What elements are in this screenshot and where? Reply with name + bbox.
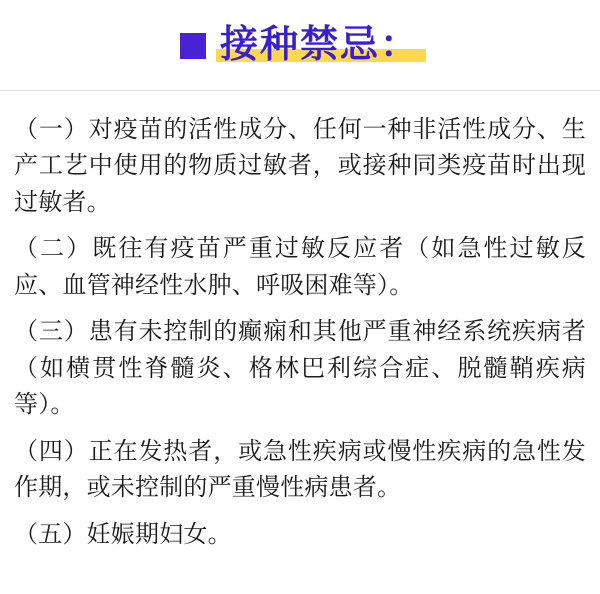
paragraph-2: （二）既往有疫苗严重过敏反应者（如急性过敏反应、血管神经性水肿、呼吸困难等）。 <box>14 234 586 299</box>
document-body <box>0 91 600 562</box>
page-title-text: 接种禁忌： <box>219 22 420 67</box>
square-bullet-icon <box>180 33 206 59</box>
document-header <box>0 0 600 90</box>
paragraph-4: （四）正在发热者，或急性疾病或慢性疾病的急性发作期，或未控制的严重慢性病患者。 <box>14 436 586 502</box>
paragraph-1: （一）对疫苗的活性成分、任何一种非活性成分、生产工艺中使用的物质过敏者，或接种同类疫苗时出现过敏者。 <box>14 115 586 216</box>
paragraph-5: （五）妊娠期妇女。 <box>14 519 232 548</box>
paragraph-3: （三）患有未控制的癫痫和其他严重神经系统疾病者（如横贯性脊髓炎、格林巴利综合症、脱髓鞘疾病等）。 <box>14 317 586 419</box>
page-title <box>220 24 420 66</box>
header-inner <box>180 24 420 66</box>
